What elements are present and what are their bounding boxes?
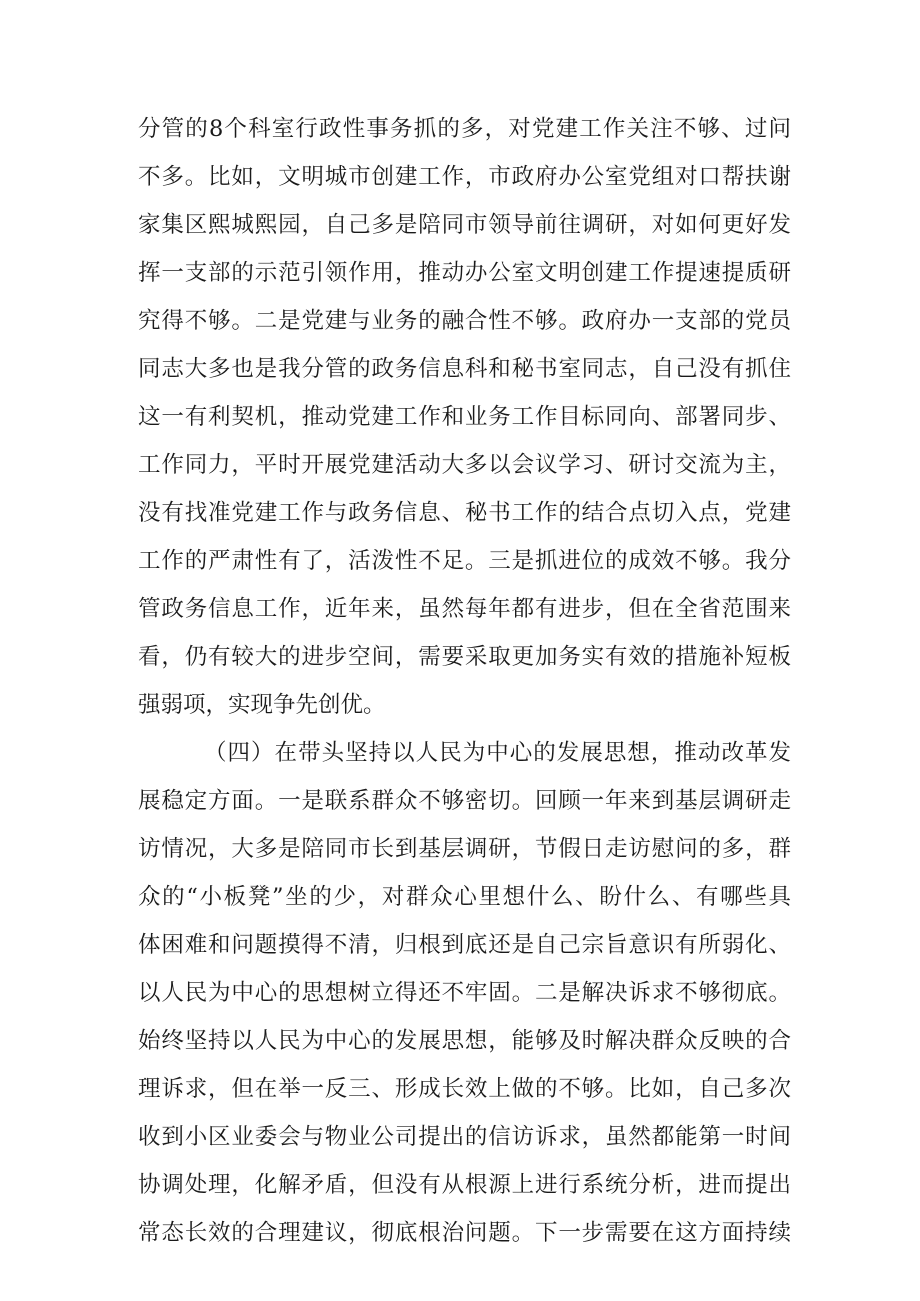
text-line: 究得不够。二是党建与业务的融合性不够。政府办一支部的党员: [138, 308, 791, 334]
text-line: 众的“小板凳”坐的少，对群众心里想什么、盼什么、有哪些具: [138, 884, 791, 910]
text-line: 不多。比如，文明城市创建工作，市政府办公室党组对口帮扶谢: [138, 164, 791, 190]
text-line: 强弱项，实现争先创优。: [138, 692, 386, 718]
text-line: 工作的严肃性有了，活泼性不足。三是抓进位的成效不够。我分: [138, 548, 791, 574]
text-line: 这一有利契机，推动党建工作和业务工作目标同向、部署同步、: [138, 404, 791, 430]
section-heading-line: （四）在带头坚持以人民为中心的发展思想，推动改革发: [204, 740, 791, 766]
text-line: 管政务信息工作，近年来，虽然每年都有进步，但在全省范围来: [138, 596, 791, 622]
text-line: 同志大多也是我分管的政务信息科和秘书室同志，自己没有抓住: [138, 356, 791, 382]
text-line: 看，仍有较大的进步空间，需要采取更加务实有效的措施补短板: [138, 644, 791, 670]
text-line: 没有找准党建工作与政务信息、秘书工作的结合点切入点，党建: [138, 500, 791, 526]
text-line: 展稳定方面。一是联系群众不够密切。回顾一年来到基层调研走: [138, 788, 791, 814]
text-line: 常态长效的合理建议，彻底根治问题。下一步需要在这方面持续: [138, 1220, 791, 1246]
text-line: 工作同力，平时开展党建活动大多以会议学习、研讨交流为主，: [138, 452, 791, 478]
text-line: 以人民为中心的思想树立得还不牢固。二是解决诉求不够彻底。: [138, 980, 791, 1006]
text-line: 挥一支部的示范引领作用，推动办公室文明创建工作提速提质研: [138, 260, 791, 286]
text-line: 访情况，大多是陪同市长到基层调研，节假日走访慰问的多，群: [138, 836, 791, 862]
text-line: 家集区熙城熙园，自己多是陪同市领导前往调研，对如何更好发: [138, 212, 791, 238]
text-line: 协调处理，化解矛盾，但没有从根源上进行系统分析，进而提出: [138, 1172, 791, 1198]
text-line: 理诉求，但在举一反三、形成长效上做的不够。比如，自己多次: [138, 1076, 791, 1102]
text-line: 体困难和问题摸得不清，归根到底还是自己宗旨意识有所弱化、: [138, 932, 791, 958]
text-line: 收到小区业委会与物业公司提出的信访诉求，虽然都能第一时间: [138, 1124, 791, 1150]
text-line: 始终坚持以人民为中心的发展思想，能够及时解决群众反映的合: [138, 1028, 791, 1054]
text-line: 分管的8个科室行政性事务抓的多，对党建工作关注不够、过问: [138, 116, 791, 142]
